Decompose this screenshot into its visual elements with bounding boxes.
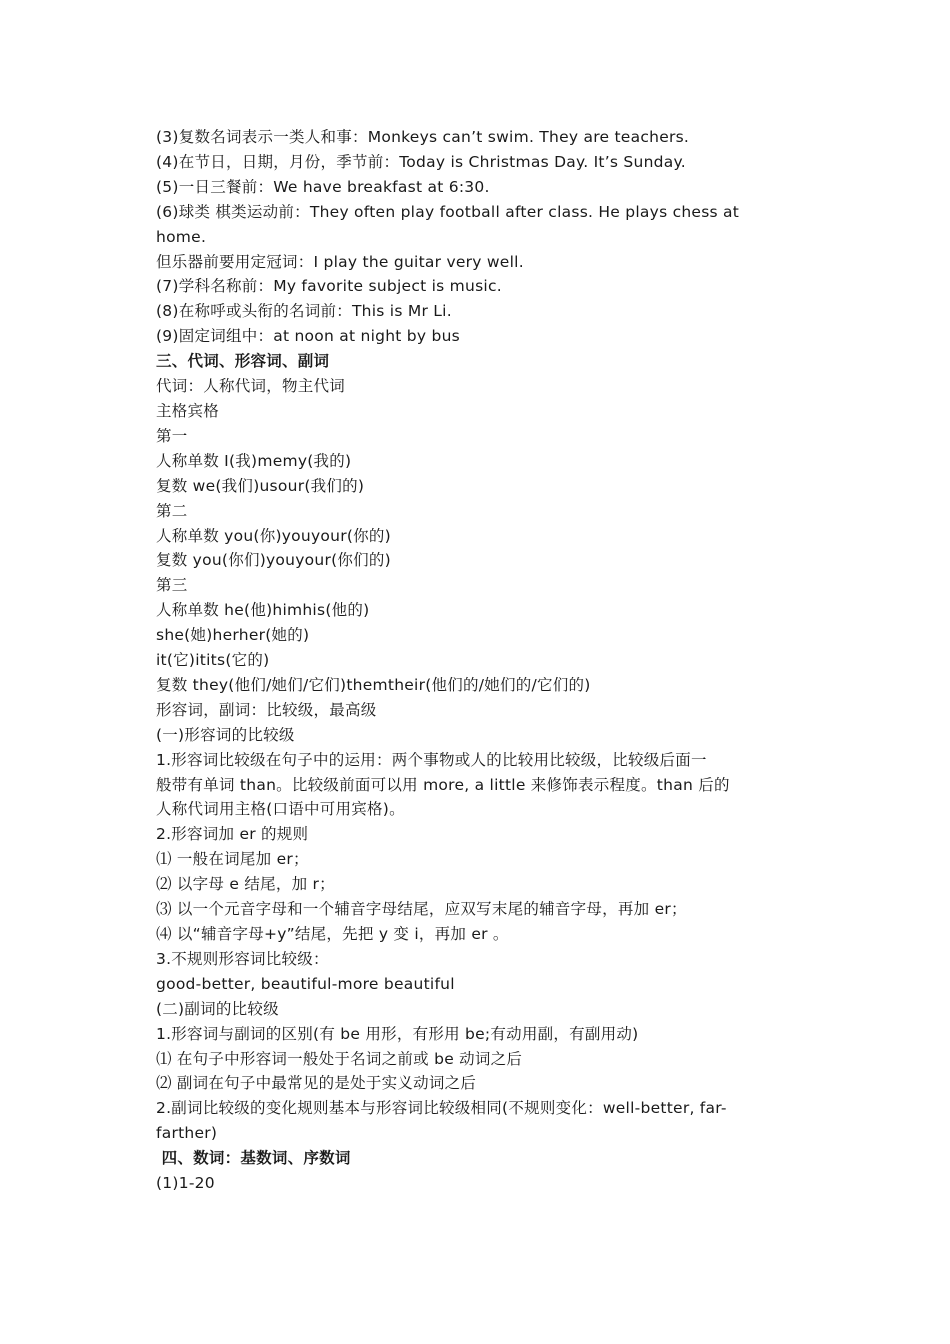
text-line: 人称单数 I(我)memy(我的): [156, 451, 352, 470]
text-line: 1.形容词比较级在句子中的运用：两个事物或人的比较用比较级，比较级后面一: [156, 750, 707, 769]
text-line: (二)副词的比较级: [156, 999, 279, 1018]
text-line: ⑵ 以字母 e 结尾，加 r；: [156, 875, 335, 894]
text-line: 1.形容词与副词的区别(有 be 用形，有形用 be;有动用副，有副用动): [156, 1024, 639, 1043]
text-line: (1)1-20: [156, 1174, 215, 1193]
text-line: (7)学科名称前：My favorite subject is music.: [156, 277, 502, 296]
text-line: 第二: [156, 501, 188, 520]
text-line: (3)复数名词表示一类人和事：Monkeys can’t swim. They are teachers.: [156, 128, 690, 146]
document-body: [156, 125, 798, 1196]
text-line: 般带有单词 than。比较级前面可以用 more, a little 来修饰表示程度。than 后的: [156, 775, 730, 794]
text-line: (9)固定词组中：at noon at night by bus: [156, 327, 460, 346]
text-line: 2.形容词加 er 的规则: [156, 825, 309, 844]
text-line: 3.不规则形容词比较级：: [156, 949, 329, 968]
text-line: 复数 you(你们)youyour(你们的): [156, 551, 391, 570]
text-line: (6)球类 棋类运动前：They often play football after class. He plays chess at: [156, 202, 740, 221]
text-line: (5)一日三餐前：We have breakfast at 6:30.: [156, 177, 490, 196]
text-line: 形容词，副词：比较级，最高级: [156, 700, 377, 719]
text-line: 2.副词比较级的变化规则基本与形容词比较级相同(不规则变化：well-better, far-: [156, 1099, 727, 1118]
text-line: 第三: [156, 576, 188, 595]
text-line: 人称单数 he(他)himhis(他的): [156, 601, 370, 620]
text-line: 复数 we(我们)usour(我们的): [156, 476, 365, 495]
text-line: 第一: [156, 426, 188, 445]
text-line: 但乐器前要用定冠词：I play the guitar very well.: [156, 252, 524, 271]
text-line: ⑷ 以“辅音字母+y”结尾，先把 y 变 i，再加 er 。: [156, 925, 509, 943]
text-line: 主格宾格: [156, 401, 220, 420]
text-line: (一)形容词的比较级: [156, 725, 295, 744]
text-line: 人称单数 you(你)youyour(你的): [156, 526, 391, 545]
text-line: ⑴ 一般在词尾加 er；: [156, 850, 309, 869]
section-heading: 三、代词、形容词、副词: [156, 352, 330, 371]
text-line: farther): [156, 1124, 218, 1143]
section-heading: 四、数词：基数词、序数词: [156, 1149, 351, 1168]
text-line: good-better, beautiful-more beautiful: [156, 974, 455, 993]
text-line: 人称代词用主格(口语中可用宾格)。: [156, 800, 405, 819]
text-line: (4)在节日，日期，月份，季节前：Today is Christmas Day. It’s Sunday.: [156, 152, 686, 171]
text-line: ⑶ 以一个元音字母和一个辅音字母结尾，应双写末尾的辅音字母，再加 er；: [156, 900, 687, 919]
text-line: home.: [156, 227, 207, 246]
text-line: 代词：人称代词，物主代词: [156, 377, 346, 396]
text-line: (8)在称呼或头衔的名词前：This is Mr Li.: [156, 302, 452, 321]
text-line: ⑵ 副词在句子中最常见的是处于实义动词之后: [156, 1074, 477, 1093]
text-line: it(它)itits(它的): [156, 651, 270, 670]
text-line: ⑴ 在句子中形容词一般处于名词之前或 be 动词之后: [156, 1049, 523, 1068]
text-line: she(她)herher(她的): [156, 626, 310, 645]
text-line: 复数 they(他们/她们/它们)themtheir(他们的/她们的/它们的): [156, 675, 591, 694]
